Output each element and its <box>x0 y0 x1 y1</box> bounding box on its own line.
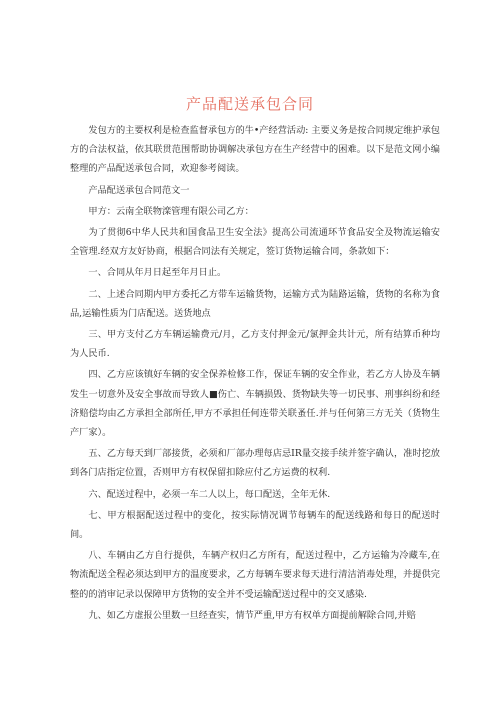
paragraph-intro: 发包方的主要权利是检查监督承包方的牛•产经营活动: 主要义务是按合同规定维护承包方的合法权益，依其联贯范围帮助协调解决承包方在生产经营中的困难。以下是范文网小编整理的产品配送承包合同，欢迎参考阅读。 <box>70 125 440 175</box>
paragraph-parties: 甲方：云南全联物滦管理有限公司乙方： <box>88 205 254 217</box>
clause-5: 五、乙方每天到厂部接货，必须和厂部办理每店忌IR量交接手续并签字确认，准时挖放到各门店指定位置，否则甲方有权保留扣除应付乙方运费的权利. <box>70 448 440 479</box>
document-body <box>70 121 440 627</box>
paragraph-preamble: 为了贯彻6中华人民共和国食品卫生安全法》提高公司流通环节食品安全及物流运输安全管理.经双方友好协商，根据合同法有关规定，签订货物运输合同，条款如下： <box>70 227 440 258</box>
clause-7: 七、甲方根据配送过程中的变化，按实际情况调节每辆车的配送线路和每日的配送时间。 <box>70 509 440 541</box>
clause-8: 八、车辆由乙方自行提供，车辆产权归乙方所有，配送过程中，乙方运输为冷藏车,在物流配送全程必须达到甲方的温度要求，乙方每辆车要求每天进行清洁消毒处理，并提供完整的的消审记录以保障甲方货物的安全并不受运输配送过程中的交叉感染. <box>70 550 440 600</box>
clause-4: 四、乙方应该镇好车辆的安全保养检修工作，保证车辆的安全作业，若乙方人协及车辆发生一切意外及安全事故而导致人■伤亡、车辆损毁、货物缺失等一切民事、刑事纠纷和经济赔偿均由乙方承担全部所任,甲方不承担任何连带关联蚤任.并与任何第三方无关（货物生产厂家）。 <box>70 369 440 439</box>
paragraph-sample-heading: 产品配送承包合同范文一 <box>88 184 190 196</box>
clause-9: 九、如乙方虚报公里数一旦经查实，情节严重,甲方有权单方面提前解除合同,并赔 <box>88 609 416 621</box>
clause-6: 六、配送过程中，必须一车二人以上，每口配送，全年无休. <box>88 488 331 500</box>
clause-1: 一、合同从年月日起至年月日止。 <box>88 267 227 279</box>
clause-3: 三、甲方支付乙方车辆运输费元/月，乙方支付押金元/氯押金共计元，所有结算币种均为人民币. <box>70 329 440 360</box>
clause-2: 二、上述合同期内甲方委托乙方带车运输货物，运输方式为陆路运输，货物的名称为食品,运输性质为门店配送。送货地点 <box>70 288 440 319</box>
document-title: 产品配送承包合同 <box>185 95 314 113</box>
